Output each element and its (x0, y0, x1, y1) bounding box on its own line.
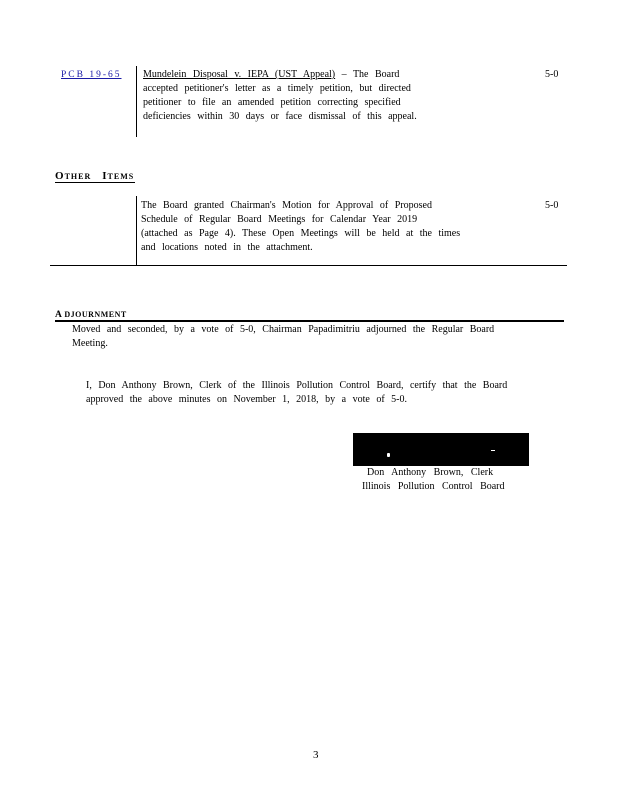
certification-text (86, 379, 546, 407)
heading-initial: O (55, 170, 65, 182)
other-items-line: and locations noted in the attachment. (141, 242, 313, 253)
certification-line: I, Don Anthony Brown, Clerk of the Illinois Pollution Control Board, certify that the Board (86, 380, 508, 391)
case-vote: 5-0 (545, 69, 559, 80)
case-description (143, 68, 443, 124)
other-items-line: The Board granted Chairman's Motion for Approval of Proposed (141, 200, 432, 211)
signature-redaction (353, 433, 529, 466)
case-description-line: deficiencies within 30 days or face dismissal of this appeal. (143, 111, 417, 122)
signatory-title: Illinois Pollution Control Board (362, 481, 505, 492)
other-items-line: (attached as Page 4). These Open Meetings will be held at the times (141, 228, 461, 239)
adjournment-line: Moved and seconded, by a vote of 5-0, Chairman Papadimitriu adjourned the Regular Board (72, 324, 495, 335)
case-description-line: accepted petitioner's letter as a timely petition, but directed (143, 83, 411, 94)
other-items-description (141, 199, 471, 255)
case-number-link[interactable]: PCB 19-65 (61, 70, 122, 80)
heading-initial: I (102, 170, 108, 182)
heading-rest: TEMS (107, 172, 135, 181)
signature-mark (387, 453, 390, 457)
heading-rest: DJOURNMENT (64, 310, 127, 319)
signatory-name: Don Anthony Brown, Clerk (367, 467, 494, 478)
page-number: 3 (313, 749, 319, 761)
column-divider (136, 66, 137, 137)
adjournment-rule (55, 320, 564, 322)
case-description-line: Mundelein Disposal v. IEPA (UST Appeal) – The Board (143, 69, 400, 80)
table-bottom-rule (50, 265, 567, 266)
signature-mark (491, 450, 495, 451)
heading-underline (55, 182, 135, 183)
column-divider (136, 196, 137, 265)
heading-rest: THER (64, 172, 95, 181)
other-items-vote: 5-0 (545, 200, 559, 211)
adjournment-line: Meeting. (72, 338, 108, 349)
case-description-line: petitioner to file an amended petition correcting specified (143, 97, 401, 108)
adjournment-text (72, 323, 542, 351)
heading-initial: A (55, 310, 63, 320)
certification-line: approved the above minutes on November 1, 2018, by a vote of 5-0. (86, 394, 407, 405)
other-items-line: Schedule of Regular Board Meetings for Calendar Year 2019 (141, 214, 418, 225)
case-caption: Mundelein Disposal v. IEPA (UST Appeal) (143, 69, 336, 80)
